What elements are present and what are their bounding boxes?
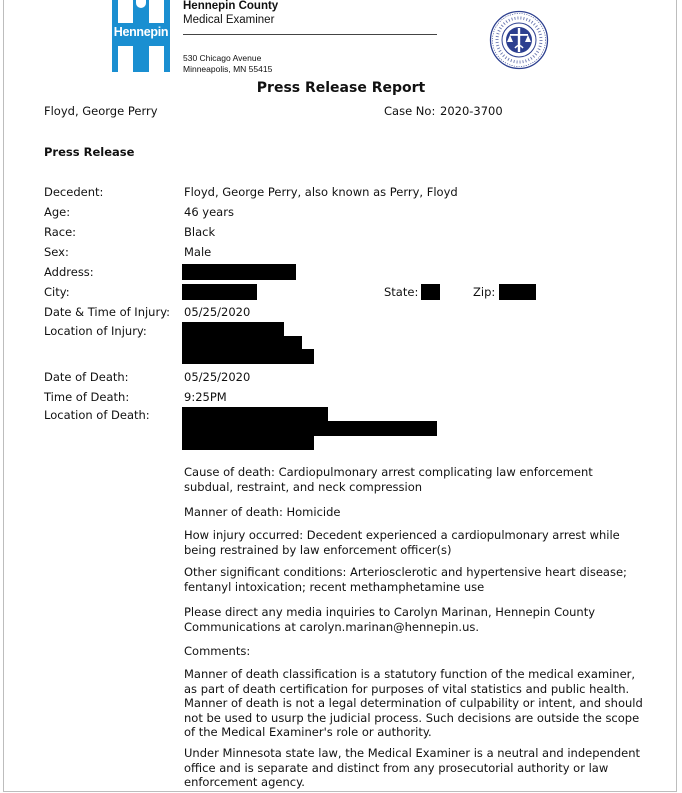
redaction-state (421, 284, 440, 300)
race-label: Race: (44, 225, 77, 239)
zip-label: Zip: (473, 285, 496, 299)
injury-location-label: Location of Injury: (44, 324, 147, 338)
cause-of-death: Cause of death: Cardiopulmonary arrest complicating law enforcement subdual, restraint, and neck compression (184, 465, 593, 494)
redaction-injury-location (182, 349, 314, 364)
sex-label: Sex: (44, 245, 69, 259)
decedent-label: Decedent: (44, 185, 104, 199)
redaction-injury-location (182, 336, 302, 350)
injury-datetime-label: Date & Time of Injury: (44, 305, 171, 319)
death-date-value: 05/25/2020 (184, 370, 251, 384)
redaction-zip (499, 284, 536, 300)
subject-name: Floyd, George Perry (44, 104, 158, 118)
logo-wordmark: Hennepin (113, 25, 169, 39)
decedent-value: Floyd, George Perry, also known as Perry, Floyd (184, 185, 458, 199)
address-line-1: 530 Chicago Avenue (183, 53, 262, 63)
header-divider (183, 34, 437, 35)
death-time-label: Time of Death: (44, 390, 130, 404)
section-heading: Press Release (44, 145, 135, 159)
death-time-value: 9:25PM (184, 390, 227, 404)
redaction-death-location (182, 435, 314, 450)
redaction-death-location (182, 421, 437, 436)
org-subtitle: Medical Examiner (183, 14, 275, 26)
age-value: 46 years (184, 205, 234, 219)
case-no-label: Case No: (384, 104, 436, 118)
org-name: Hennepin County (183, 0, 279, 12)
comments-paragraph-2: Under Minnesota state law, the Medical Examiner is a neutral and independent office and is separate and distinct from any prosecutorial authority or law enforcement agency. (184, 746, 641, 789)
manner-of-death: Manner of death: Homicide (184, 505, 341, 519)
report-title: Press Release Report (256, 80, 426, 96)
redaction-death-location (182, 407, 328, 422)
case-no-value: 2020-3700 (440, 104, 503, 118)
death-date-label: Date of Death: (44, 370, 129, 384)
comments-label: Comments: (184, 644, 251, 658)
death-location-label: Location of Death: (44, 408, 150, 422)
address-label: Address: (44, 265, 94, 279)
injury-datetime-value: 05/25/2020 (184, 305, 251, 319)
comments-paragraph-1: Manner of death classification is a statutory function of the medical examiner, as part of death certification for purposes of vital statistics and public health. Manner of death is not a legal determination of culpability or intent, and should not be used to usurp the judicial process. Such decisions are outside the scope of the Medical Examiner's role or authority. (184, 667, 643, 739)
redaction-address (182, 264, 296, 280)
age-label: Age: (44, 205, 71, 219)
state-label: State: (384, 285, 419, 299)
redaction-injury-location (182, 322, 284, 337)
city-label: City: (44, 285, 70, 299)
media-inquiries: Please direct any media inquiries to Carolyn Marinan, Hennepin County Communications at carolyn.marinan@hennepin.us. (184, 605, 596, 634)
sex-value: Male (184, 245, 212, 259)
address-line-2: Minneapolis, MN 55415 (183, 64, 273, 74)
name-seal-icon (489, 10, 549, 70)
race-value: Black (184, 225, 216, 239)
how-injury-occurred: How injury occurred: Decedent experienced a cardiopulmonary arrest while being restrained by law enforcement officer(s) (184, 528, 620, 557)
other-conditions: Other significant conditions: Arteriosclerotic and hypertensive heart disease; fentanyl intoxication; recent methamphetamine use (184, 565, 627, 594)
hennepin-logo (112, 0, 170, 72)
redaction-city (182, 284, 257, 300)
